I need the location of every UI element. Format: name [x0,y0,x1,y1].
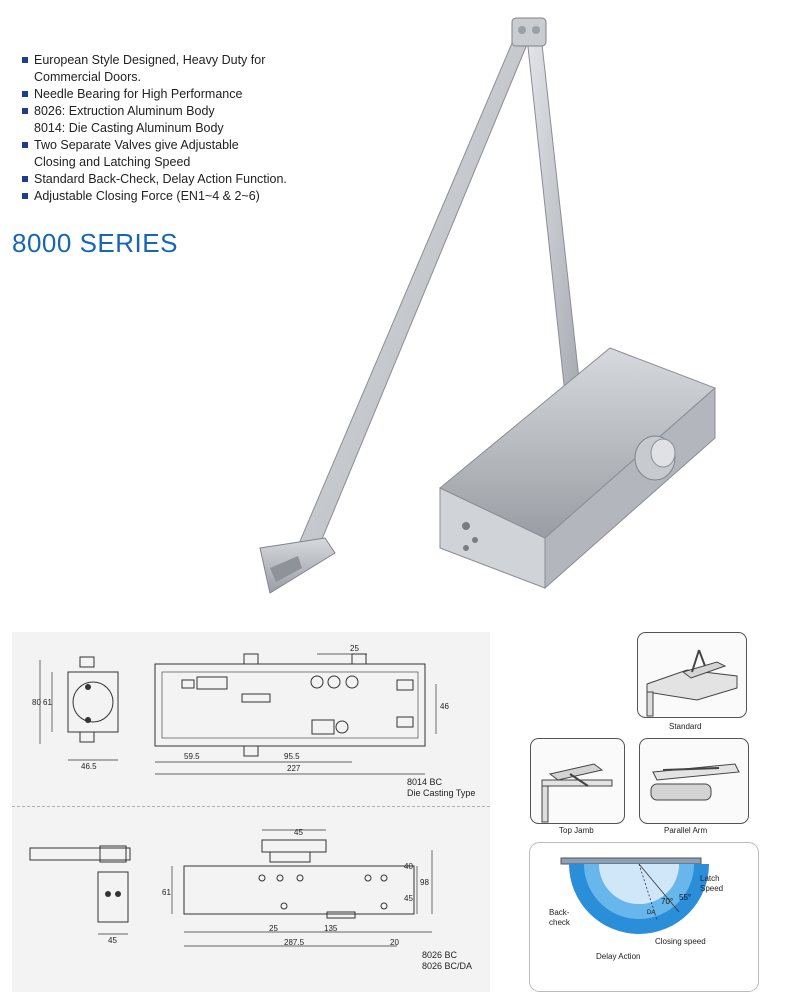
bullet-icon [22,193,28,199]
caption-top-jamb: Top Jamb [559,826,594,835]
da-label: DA [647,910,656,916]
angle-70-label: 70° [661,897,674,906]
bullet-icon [22,57,28,63]
back-check-label: Back- check [549,908,570,927]
dim-95-5: 95.5 [284,752,300,761]
feature-item: Needle Bearing for High Performance [22,86,322,103]
bullet-icon [22,108,28,114]
bullet-icon [22,91,28,97]
dim-45-side: 45 [108,936,117,945]
dim-46-5: 46.5 [81,762,97,771]
delay-action-label: Delay Action [596,952,641,961]
feature-item: Standard Back-Check, Delay Action Function. [22,171,322,188]
dim-59-5: 59.5 [184,752,200,761]
dim-287-5: 287.5 [284,938,305,947]
closing-speed-label: Closing speed [655,937,706,946]
dim-61: 61 [162,888,171,897]
angle-55-label: 55° [679,893,692,902]
dim-45-right: 45 [404,894,413,903]
feature-item: Two Separate Valves give Adjustable Closing and Latching Speed [22,137,322,171]
drawing-8026-bc [12,806,490,992]
caption-standard: Standard [669,722,702,731]
install-top-jamb-image [530,738,625,824]
install-parallel-arm-image [639,738,749,824]
dim-98: 98 [420,878,429,887]
dim-25: 25 [350,644,359,653]
dim-45-top: 45 [294,828,303,837]
bullet-icon [22,176,28,182]
technical-drawings-panel [12,632,490,992]
dim-25: 25 [269,924,278,933]
latch-speed-label: Latch Speed [700,874,724,893]
feature-item: European Style Designed, Heavy Duty for Commercial Doors. [22,52,322,86]
bullet-icon [22,142,28,148]
dim-135: 135 [324,924,338,933]
install-standard-image [637,632,747,718]
caption-parallel-arm: Parallel Arm [664,826,708,835]
feature-item: Adjustable Closing Force (EN1~4 & 2~6) [22,188,322,205]
dim-80: 80 [32,698,41,707]
dim-46: 46 [440,702,449,711]
door-closer-product-image [230,8,730,608]
dim-227: 227 [287,764,301,773]
caption-8026: 8026 BC 8026 BC/DA [422,950,473,971]
series-title: 8000 SERIES [12,228,178,258]
dim-20: 20 [390,938,399,947]
feature-item: 8026: Extruction Aluminum Body 8014: Die Casting Aluminum Body [22,103,322,137]
dim-40: 40 [404,862,413,871]
dim-61: 61 [43,698,52,707]
caption-8014: 8014 BC Die Casting Type [407,777,476,798]
